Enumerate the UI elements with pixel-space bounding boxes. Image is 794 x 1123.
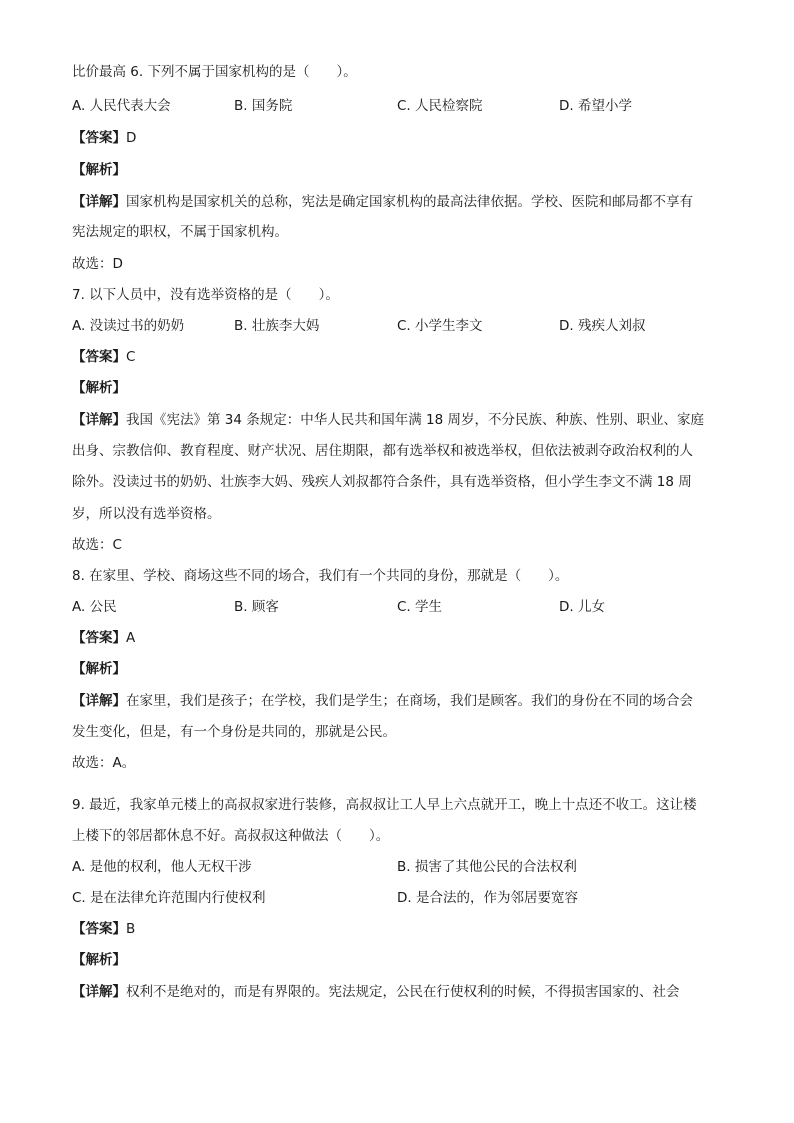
q6-choice: 故选：D [72, 256, 123, 272]
q7-detail-line-2: 出身、宗教信仰、教育程度、财产状况、居住期限，都有选举权和被选举权，但依法被剥夺政治权利的人 [72, 443, 693, 459]
q7-option-d: D. 残疾人刘叔 [559, 318, 646, 334]
q7-detail-line-3: 除外。没读过书的奶奶、壮族李大妈、残疾人刘叔都符合条件，具有选举资格，但小学生李文不满 18 周 [72, 474, 692, 490]
answer-value: A [126, 630, 136, 646]
question-7-stem: 7. 以下人员中，没有选举资格的是（ ）。 [72, 287, 339, 303]
detail-tag: 【详解】 [72, 412, 126, 428]
q9-answer [72, 919, 135, 939]
q8-option-c: C. 学生 [397, 599, 443, 615]
answer-tag: 【答案】 [72, 630, 126, 646]
q9-analysis-tag: 【解析】 [72, 952, 126, 968]
q6-option-c: C. 人民检察院 [397, 98, 483, 114]
q8-option-a: A. 公民 [72, 599, 117, 615]
q7-detail-line-1: 【详解】我国《宪法》第 34 条规定：中华人民共和国年满 18 周岁，不分民族、种族、性别、职业、家庭 [72, 412, 705, 428]
answer-value: D [126, 130, 137, 146]
q7-option-c: C. 小学生李文 [397, 318, 483, 334]
answer-value: C [126, 349, 136, 365]
detail-tag: 【详解】 [72, 693, 126, 709]
question-9-stem-line-2: 上楼下的邻居都休息不好。高叔叔这种做法（ ）。 [72, 828, 390, 844]
q8-option-b: B. 顾客 [234, 599, 279, 615]
answer-tag: 【答案】 [72, 349, 126, 365]
question-9-stem-line-1: 9. 最近，我家单元楼上的高叔叔家进行装修，高叔叔让工人早上六点就开工，晚上十点还不收工。这让楼 [72, 797, 697, 813]
answer-value: B [126, 921, 136, 937]
q6-option-d: D. 希望小学 [559, 98, 632, 114]
question-6-stem: 比价最高 6. 下列不属于国家机构的是（ ）。 [72, 64, 357, 80]
detail-tag: 【详解】 [72, 194, 126, 210]
q8-detail-line-1: 【详解】在家里，我们是孩子；在学校，我们是学生；在商场，我们是顾客。我们的身份在不同的场合会 [72, 693, 693, 709]
q9-option-d: D. 是合法的，作为邻居要宽容 [397, 890, 578, 906]
q8-detail-line-2: 发生变化，但是，有一个身份是共同的，那就是公民。 [72, 724, 396, 740]
answer-tag: 【答案】 [72, 921, 126, 937]
detail-tag: 【详解】 [72, 984, 126, 1000]
q9-option-b: B. 损害了其他公民的合法权利 [397, 859, 577, 875]
q8-choice: 故选：A。 [72, 755, 136, 771]
q8-answer [72, 628, 135, 648]
q6-detail-line-1: 【详解】国家机构是国家机关的总称，宪法是确定国家机构的最高法律依据。学校、医院和邮局都不享有 [72, 194, 693, 210]
q7-option-b: B. 壮族李大妈 [234, 318, 320, 334]
q7-detail-line-4: 岁，所以没有选举资格。 [72, 506, 221, 522]
q7-choice: 故选：C [72, 537, 122, 553]
q9-option-c: C. 是在法律允许范围内行使权利 [72, 890, 266, 906]
q8-option-d: D. 儿女 [559, 599, 605, 615]
q6-detail-line-2: 宪法规定的职权，不属于国家机构。 [72, 224, 288, 240]
q6-answer [72, 128, 136, 148]
q9-detail-line-1: 【详解】权利不是绝对的，而是有界限的。宪法规定，公民在行使权利的时候，不得损害国家的、社会 [72, 984, 680, 1000]
answer-tag: 【答案】 [72, 130, 126, 146]
q7-analysis-tag: 【解析】 [72, 380, 126, 396]
q7-answer [72, 347, 135, 367]
question-8-stem: 8. 在家里、学校、商场这些不同的场合，我们有一个共同的身份，那就是（ ）。 [72, 568, 569, 584]
q6-analysis-tag: 【解析】 [72, 162, 126, 178]
q6-option-a: A. 人民代表大会 [72, 98, 171, 114]
q7-option-a: A. 没读过书的奶奶 [72, 318, 185, 334]
q9-option-a: A. 是他的权利，他人无权干涉 [72, 859, 252, 875]
q8-analysis-tag: 【解析】 [72, 661, 126, 677]
q6-option-b: B. 国务院 [234, 98, 293, 114]
